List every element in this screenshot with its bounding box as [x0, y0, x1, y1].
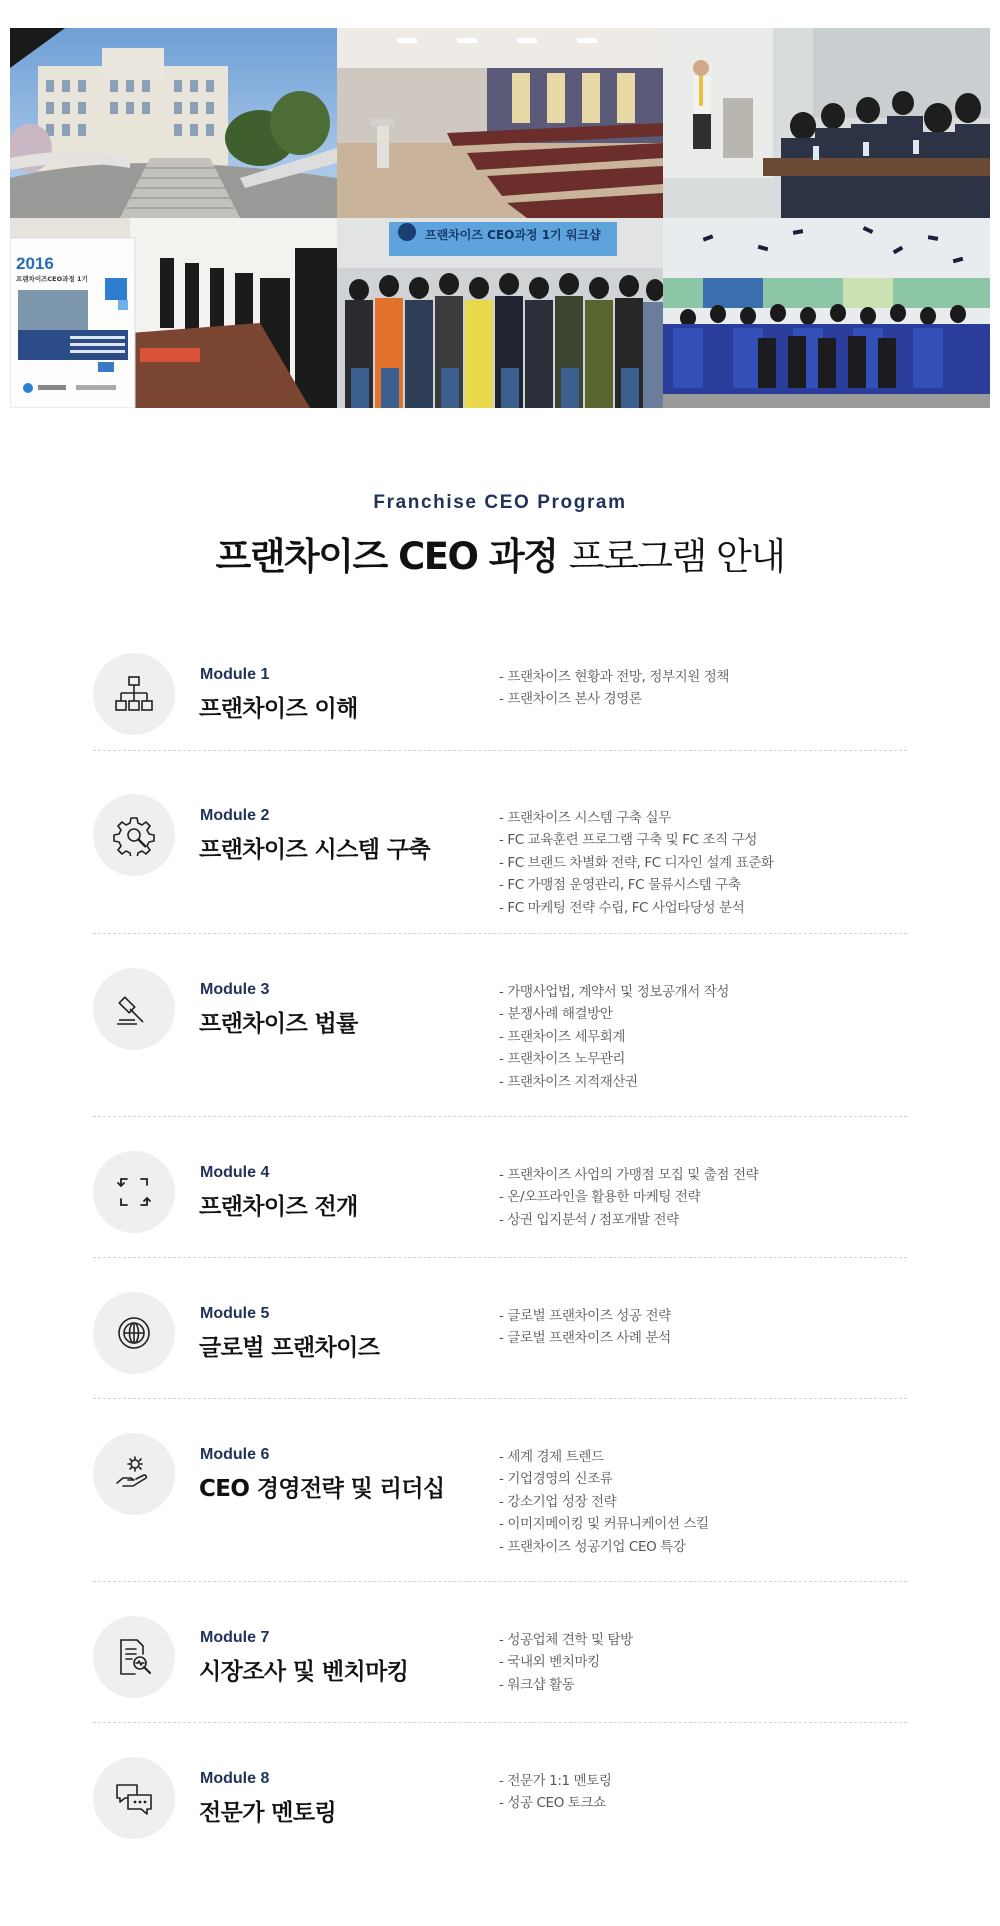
- module-topic: - 분쟁사례 해결방안: [499, 1006, 613, 1023]
- module-label: Module 1: [200, 666, 270, 683]
- module-topics: [499, 807, 774, 919]
- module-label: Module 7: [200, 1629, 270, 1646]
- module-title: 프랜차이즈 법률: [199, 1011, 358, 1037]
- module-7: [93, 1582, 907, 1723]
- workshop-banner: [389, 222, 617, 256]
- module-topic: - FC 마케팅 전략 수립, FC 사업타당성 분석: [499, 899, 745, 916]
- module-list: [93, 610, 907, 1864]
- module-topic: - 프랜차이즈 현황과 전망, 정부지원 정책: [499, 669, 730, 685]
- module-topic: - 프랜차이즈 사업의 가맹점 모집 및 출점 전략: [499, 1167, 759, 1183]
- module-topic: - 워크샵 활동: [499, 1676, 575, 1693]
- module-topic: - 강소기업 성장 전략: [499, 1493, 617, 1510]
- module-topic: - 기업경영의 신조류: [499, 1471, 613, 1488]
- module-4: [93, 1117, 907, 1258]
- photo-grid: [10, 28, 990, 408]
- module-title: 글로벌 프랜차이즈: [199, 1335, 380, 1361]
- document-search-icon: [93, 1616, 175, 1698]
- module-topics: [499, 1305, 671, 1350]
- module-5: [93, 1258, 907, 1399]
- module-topic: - 가맹사업법, 계약서 및 정보공개서 작성: [499, 984, 730, 1000]
- module-label: Module 8: [200, 1770, 270, 1787]
- module-label: Module 5: [200, 1305, 270, 1322]
- module-title: CEO 경영전략 및 리더십: [199, 1476, 445, 1502]
- lecture-room-photo: [337, 28, 663, 218]
- module-topic: - 프랜차이즈 세무회계: [499, 1028, 626, 1045]
- module-topic: - 상권 입지분석 / 점포개발 전략: [499, 1211, 679, 1228]
- module-topic: - FC 가맹점 운영관리, FC 물류시스템 구축: [499, 877, 741, 894]
- module-topics: [499, 1164, 758, 1231]
- module-label: Module 4: [200, 1164, 270, 1181]
- workshop-banner-text: 프랜차이즈 CEO과정 1기 워크샵: [425, 228, 601, 242]
- module-topics: [499, 1446, 709, 1558]
- module-topic: - 프랜차이즈 성공기업 CEO 특강: [499, 1538, 686, 1555]
- hand-gear-icon: [93, 1433, 175, 1515]
- module-label: Module 3: [200, 981, 270, 998]
- module-topic: - 전문가 1:1 멘토링: [499, 1773, 612, 1789]
- module-topic: - 성공 CEO 토크쇼: [499, 1795, 606, 1812]
- module-label: Module 6: [200, 1446, 270, 1463]
- module-topic: - 글로벌 프랜차이즈 성공 전략: [499, 1308, 671, 1324]
- module-topics: [499, 666, 729, 711]
- module-topic: - 프랜차이즈 지적재산권: [499, 1073, 638, 1090]
- chat-bubbles-icon: [93, 1757, 175, 1839]
- booklet-year: 2016: [16, 254, 54, 273]
- module-title: 프랜차이즈 이해: [199, 696, 358, 722]
- module-3: [93, 934, 907, 1117]
- gavel-icon: [93, 968, 175, 1050]
- module-2: [93, 751, 907, 934]
- module-8: [93, 1723, 907, 1864]
- page-title: [0, 526, 1000, 580]
- module-1: [93, 610, 907, 751]
- module-topics: [499, 981, 729, 1093]
- page-title-bold: 프랜차이즈 CEO 과정: [215, 535, 558, 578]
- module-topics: [499, 1770, 612, 1815]
- module-topic: - 이미지메이킹 및 커뮤니케이션 스킬: [499, 1516, 709, 1533]
- module-topic: - 세계 경제 트렌드: [499, 1449, 604, 1465]
- module-title: 시장조사 및 벤치마킹: [199, 1659, 409, 1685]
- module-topic: - 성공업체 견학 및 탐방: [499, 1632, 633, 1648]
- org-chart-icon: [93, 653, 175, 735]
- module-topic: - 온/오프라인을 활용한 마케팅 전략: [499, 1189, 701, 1206]
- module-topics: [499, 1629, 633, 1696]
- class-lecture-photo: [663, 28, 990, 218]
- module-topic: - 국내외 벤치마킹: [499, 1654, 600, 1671]
- workshop-group-photo: [337, 218, 663, 408]
- module-title: 프랜차이즈 전개: [199, 1194, 358, 1220]
- module-topic: - FC 교육훈련 프로그램 구축 및 FC 조직 구성: [499, 832, 757, 849]
- module-topic: - 프랜차이즈 시스템 구축 실무: [499, 810, 671, 826]
- module-title: 전문가 멘토링: [199, 1800, 337, 1826]
- expand-arrows-icon: [93, 1151, 175, 1233]
- gear-wrench-icon: [93, 794, 175, 876]
- module-topic: - 프랜차이즈 본사 경영론: [499, 691, 642, 708]
- module-title: 프랜차이즈 시스템 구축: [199, 837, 430, 863]
- program-eyebrow: Franchise CEO Program: [373, 492, 627, 513]
- page-title-regular: 프로그램 안내: [568, 535, 785, 578]
- graduation-photo: [663, 218, 990, 408]
- booklet-title: 프랜차이즈CEO과정 1기: [16, 275, 88, 283]
- course-booklet-photo: [10, 218, 337, 408]
- globe-icon: [93, 1292, 175, 1374]
- module-6: [93, 1399, 907, 1582]
- campus-building-photo: [10, 28, 337, 218]
- module-topic: - 글로벌 프랜차이즈 사례 분석: [499, 1330, 671, 1347]
- module-topic: - FC 브랜드 차별화 전략, FC 디자인 설계 표준화: [499, 854, 774, 871]
- module-topic: - 프랜차이즈 노무관리: [499, 1051, 626, 1068]
- module-label: Module 2: [200, 807, 270, 824]
